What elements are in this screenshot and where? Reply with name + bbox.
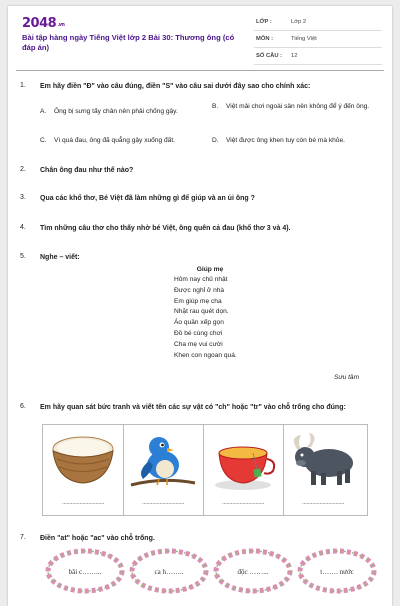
poem-lines [174,276,300,362]
flower-wreath [128,546,210,596]
picture-cell [283,425,363,515]
meta-row-count: SỐ CÂU : 12 [254,48,382,65]
picture-cell [43,425,124,515]
poem [120,266,300,362]
picture-cell [203,425,284,515]
poem-line: Hôm nay chủ nhật [174,276,228,283]
blank-line[interactable]: ............................. [62,499,104,506]
fill-word[interactable]: ca h…….. [154,568,184,576]
blank-line[interactable]: ............................. [142,499,184,506]
blank-line[interactable]: ............................. [302,499,344,506]
picture-grid [42,424,368,516]
flower-wreath [44,546,126,596]
fill-word[interactable]: bãi c……... [68,568,102,576]
site-logo[interactable]: $2048^{.vn}$ [22,16,65,31]
blank-line[interactable]: ............................. [222,499,264,506]
poem-line: Nhặt rau quét dọn. [174,308,229,316]
poem-source: Sưu tầm [334,374,360,381]
buffalo-icon [289,429,361,493]
fill-word[interactable]: độc ……... [237,568,269,576]
poem-line: Cha mẹ vui cười [174,340,223,348]
poem-line: Em giúp mẹ cha [174,297,222,305]
divider [16,70,384,71]
document-title: Bài tập hàng ngày Tiếng Việt lớp 2 Bài 30: Thương ông (có đáp án) [22,33,235,52]
poem-line: Khen con ngoan quá. [174,351,237,359]
meta-table [254,14,382,65]
tea-cup-icon [209,429,277,493]
meta-row-grade: LỚP : Lớp 2 [254,14,382,31]
poem-line: Đồ bé cùng chơi [174,329,223,337]
header [8,6,392,66]
bird-icon [129,429,197,493]
rice-bowl-icon [49,429,117,493]
picture-cell [123,425,204,515]
meta-row-subject: MÔN : Tiếng Việt [254,31,382,48]
poem-title: Giúp mẹ [196,266,224,273]
poem-line: Được nghỉ ở nhà [174,286,225,294]
poem-line: Áo quần xếp gọn [174,319,224,327]
flower-wreath [296,546,378,596]
fill-word[interactable]: t……. nước [320,568,354,576]
flower-wreath [212,546,294,596]
